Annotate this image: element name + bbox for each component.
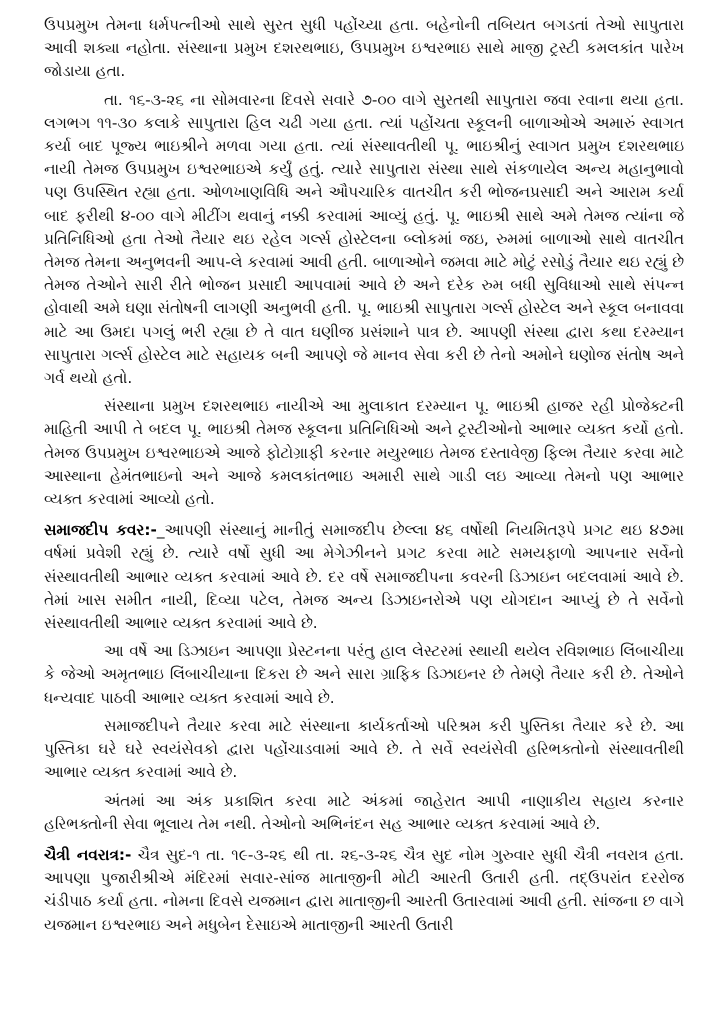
samajdeep-paragraph-2: સમાજદીપને તૈયાર કરવા માટે સંસ્થાના કાર્યકર્તાઓ પરિશ્રમ કરી પુસ્તિકા તૈયાર કરે છે. આ પુસ્તિકા ઘરે ઘરે સ્વયંસેવકો દ્વારા પહોંચાડવામાં આવે છે. તે સર્વે સ્વયંસેવી હરિભક્તોનો સંસ્થાવતીથી આભાર વ્યક્ત કરવામાં આવે છે. [44, 716, 684, 782]
samajdeep-paragraph-1: આ વર્ષે આ ડિઝાઇન આપણા પ્રેસ્ટનના પરંતુ હાલ લેસ્ટરમાં સ્થાયી થયેલ રવિશભાઇ લિંબાચીયા કે જેઓ અમૃતભાઇ લિંબાચીયાના દિકરા છે અને સારા ગ્રાફિક ડિઝાઇનર છે તેમણે તૈયાર કરી છે. તેઓને ધન્યવાદ પાઠવી આભાર વ્યક્ત કરવામાં આવે છે. [44, 642, 684, 707]
samajdeep-paragraph-3: અંતમાં આ અંક પ્રકાશિત કરવા માટે અંકમાં જાહેરાત આપી નાણાકીય સહાય કરનાર હરિભક્તોની સેવા ભૂલાય તેમ નથી. તેઓનો અભિનંદન સહ આભાર વ્યક્ત કરવામાં આવે છે. [44, 791, 684, 833]
samajdeep-heading: સમાજદીપ કવર:- [44, 521, 157, 540]
chaitri-section [44, 844, 684, 937]
samajdeep-section [44, 519, 684, 635]
samajdeep-lead-text: _આપણી સંસ્થાનું માનીતું સમાજદીપ છેલ્લા ૪૬ વર્ષોથી નિયમિતરૂપે પ્રગટ થઇ ૪૭મા વર્ષમાં પ્રવેશી રહ્યું છે. ત્યારે વર્ષો સુધી આ મેગેઝીનને પ્રગટ કરવા માટે સમયફાળો આપનાર સર્વેનો સંસ્થાવતીથી આભાર વ્યક્ત કરવામાં આવે છે. દર વર્ષે સમાજદીપના કવરની ડિઝાઇન બદલવામાં આવે છે. તેમાં ખાસ સમીત નાયી, દિવ્યા પટેલ, તેમજ અન્ય ડિઝાઇનરોએ પણ યોગદાન આપ્યું છે તે સર્વેનો સંસ્થાવતીથી આભાર વ્યક્ત કરવામાં આવે છે. [44, 521, 684, 633]
intro-paragraph-1: ઉપપ્રમુખ તેમના ધર્મપત્નીઓ સાથે સુરત સુધી પહોંચ્યા હતા. બહેનોની તબિયત બગડતાં તેઓ સાપુતારા આવી શક્યા નહોતા. સંસ્થાના પ્રમુખ દશરથભાઇ, ઉપપ્રમુખ ઇશ્વરભાઇ સાથે માજી ટ્રસ્ટી કમલકાંત પારેખ જોડાયા હતા. [44, 16, 684, 81]
intro-paragraph-3: સંસ્થાના પ્રમુખ દશરથભાઇ નાયીએ આ મુલાકાત દરમ્યાન પૂ. ભાઇશ્રી હાજર રહી પ્રોજેક્ટની માહિતી આપી તે બદલ પૂ. ભાઇશ્રી તેમજ સ્કૂલના પ્રતિનિધિઓ અને ટ્રસ્ટીઓનો આભાર વ્યક્ત કર્યો હતો. તેમજ ઉપપ્રમુખ ઇશ્વરભાઇએ આજે ફોટોગ્રાફી કરનાર મયુરભાઇ તેમજ દસ્તાવેજી ફિલ્મ તૈયાર કરવા માટે આસ્થાના હેમંતભાઇનો અને આજે કમલકાંતભાઇ અમારી સાથે ગાડી લઇ આવ્યા તેમનો પણ આભાર વ્યક્ત કરવામાં આવ્યો હતો. [44, 397, 684, 509]
chaitri-lead-text: ચૈત્ર સુદ-૧ તા. ૧૯-૩-૨૬ થી તા. ૨૬-૩-૨૬ ચૈત્ર સુદ નોમ ગુરુવાર સુધી ચૈત્રી નવરાત્ર હતા. આપણા પુજારીશ્રીએ મંદિરમાં સવાર-સાંજ માતાજીની મોટી આરતી ઉતારી હતી. તદ્ઉપરાંત દરરોજ ચંડીપાઠ કર્યા હતા. નોમના દિવસે યજમાન દ્વારા માતાજીની આરતી ઉતારવામાં આવી હતી. સાંજના છ વાગે યજમાન ઇશ્વરભાઇ અને મધુબેન દેસાઇએ માતાજીની આરતી ઉતારી [44, 845, 684, 934]
chaitri-heading: ચૈત્રી નવરાત્ર:- [44, 845, 132, 864]
intro-paragraph-2: તા. ૧૬-૩-૨૬ ના સોમવારના દિવસે સવારે ૭-૦૦ વાગે સુરતથી સાપુતારા જવા રવાના થયા હતા. લગભગ ૧૧-૩૦ કલાકે સાપુતારા હિલ ચઢી ગયા હતા. ત્યાં પહોંચતા સ્કૂલની બાળાઓએ અમારું સ્વાગત કર્યા બાદ પૂજ્ય ભાઇશ્રીને મળવા ગયા હતા. ત્યાં સંસ્થાવતીથી પૂ. ભાઇશ્રીનું સ્વાગત પ્રમુખ દશરથભાઇ નાયી તેમજ ઉપપ્રમુખ ઇશ્વરભાઇએ કર્યું હતું. ત્યારે સાપુતારા સંસ્થા સાથે સંકળાયેલ અન્ય મહાનુભાવો પણ ઉપસ્થિત રહ્યા હતા. ઓળખાણવિધિ અને ઔપચારિક વાતચીત કરી ભોજનપ્રસાદી અને આરામ કર્યા બાદ ફરીથી ૪-૦૦ વાગે મીટીંગ થવાનું નક્કી કરવામાં આવ્યું હતું. પૂ. ભાઇશ્રી સાથે અમે તેમજ ત્યાંના જે પ્રતિનિધિઓ હતા તેઓ તૈયાર થઇ રહેલ ગર્લ્સ હોસ્ટેલના બ્લોકમાં જઇ, રુમમાં બાળાઓ સાથે વાતચીત તેમજ તેમના અનુભવની આપ-લે કરવામાં આવી હતી. બાળાઓને જમવા માટે મોટું રસોડું તૈયાર થઇ રહ્યું છે તેમજ તેઓને સારી રીતે ભોજન પ્રસાદી આપવામાં આવે છે અને દરેક રુમ બધી સુવિધાઓ સાથે સંપન્ન હોવાથી અમે ઘણા સંતોષની લાગણી અનુભવી હતી. પૂ. ભાઇશ્રી સાપુતારા ગર્લ્સ હોસ્ટેલ અને સ્કૂલ બનાવવા માટે આ ઉમદા પગલું ભરી રહ્યા છે તે વાત ઘણીજ પ્રસંશાને પાત્ર છે. આપણી સંસ્થા દ્વારા કથા દરમ્યાન સાપુતારા ગર્લ્સ હોસ્ટેલ માટે સહાયક બની આપણે જે માનવ સેવા કરી છે તેનો અમોને ઘણોજ સંતોષ અને ગર્વ થયો હતો. [44, 90, 684, 388]
